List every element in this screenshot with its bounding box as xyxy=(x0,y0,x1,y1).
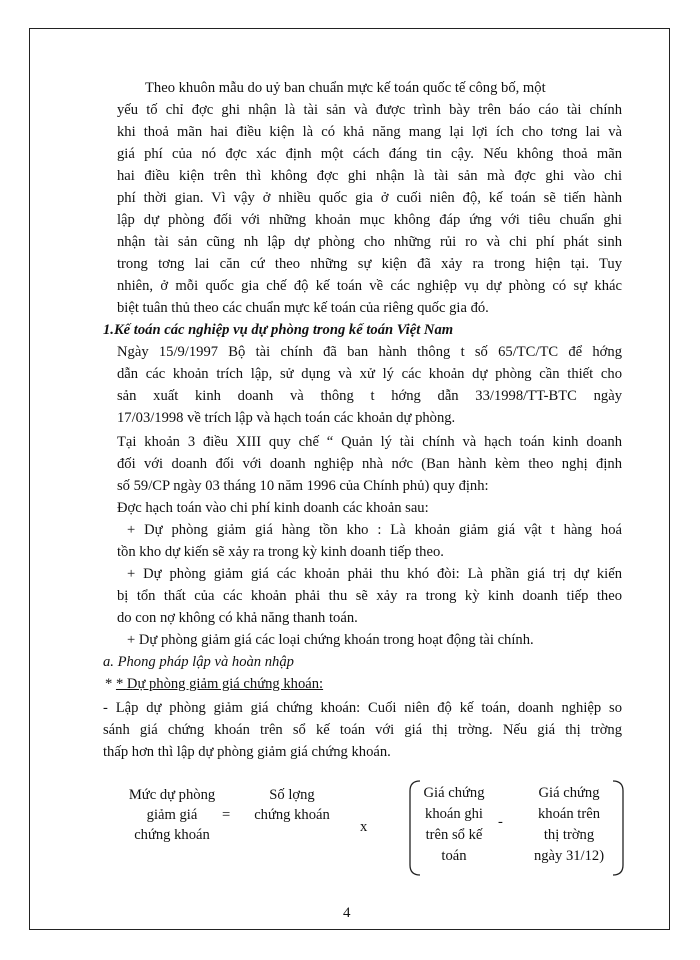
formula-market-line: khoán trên xyxy=(537,806,600,822)
subheading-text: * Dự phòng giảm giá chứng khoán: xyxy=(115,676,324,692)
page-number: 4 xyxy=(343,905,351,921)
text-line: giá phí của nó đợc xác định một cách đáng tin cậy. Nếu không thoả mãn xyxy=(117,146,622,162)
text-line: do con nợ không có khả năng thanh toán. xyxy=(117,610,358,626)
text-line: Đợc hạch toán vào chi phí kinh doanh các khoản sau: xyxy=(117,500,429,516)
subsection-heading: a. Phong pháp lập và hoàn nhập xyxy=(103,654,294,670)
text-line: 17/03/1998 về trích lập và hạch toán các khoản dự phòng. xyxy=(117,410,456,426)
text-line: hai điều kiện trên thì không đợc ghi nhận là tài sản mà đợc ghi vào chi xyxy=(117,168,622,184)
formula-book-line: trên sổ kế xyxy=(425,827,483,843)
formula-lhs xyxy=(112,785,232,845)
formula-book-price xyxy=(412,783,496,867)
formula-market-line: ngày 31/12) xyxy=(533,848,605,864)
formula-lhs-line: giảm giá xyxy=(146,807,198,823)
text-line: khi thoả mãn hai điều kiện là có khả năng mang lại lợi ích cho tơng lai và xyxy=(117,124,622,140)
minus-sign: - xyxy=(498,814,503,830)
formula-market-line: thị trờng xyxy=(543,827,595,843)
formula-lhs-line: Mức dự phòng xyxy=(128,787,216,803)
text-line: phí thời gian. Vì vậy ở nhiều quốc gia ở cuối niên độ, kế toán sẽ tiến hành xyxy=(117,190,622,206)
text-line: yếu tố chỉ đợc ghi nhận là tài sản và được trình bày trên báo cáo tài chính xyxy=(117,102,622,118)
text-line: thấp hơn thì lập dự phòng giảm giá chứng khoán. xyxy=(103,744,391,760)
right-bracket-icon xyxy=(610,778,628,878)
text-line: + Dự phòng giảm giá hàng tồn kho : Là khoản giảm giá vật t hàng hoá xyxy=(127,522,622,538)
times-sign: x xyxy=(360,819,368,835)
text-line: số 59/CP ngày 03 tháng 10 năm 1996 của Chính phủ) quy định: xyxy=(117,478,489,494)
subheading xyxy=(105,674,323,694)
formula-quantity xyxy=(242,785,342,825)
text-line: Tại khoản 3 điều XIII quy chế “ Quản lý tài chính và hạch toán kinh doanh xyxy=(117,434,622,450)
text-line: đối với doanh đối với doanh nghiệp nhà nớc (Ban hành kèm theo nghị định xyxy=(117,456,622,472)
text-line: - Lập dự phòng giảm giá chứng khoán: Cuối niên độ kế toán, doanh nghiệp so xyxy=(103,700,622,716)
formula-book-line: Giá chứng xyxy=(423,785,485,801)
text-line: + Dự phòng giảm giá các khoản phải thu khó đòi: Là phần giá trị dự kiến xyxy=(127,566,622,582)
text-line: bị tổn thất của các khoản phải thu sẽ xảy ra trong kỳ kinh doanh tiếp theo xyxy=(117,588,622,604)
section-heading: 1.Kế toán các nghiệp vụ dự phòng trong kế toán Việt Nam xyxy=(103,322,454,338)
text-line: sản xuất kinh doanh và thông t hớng dẫn 33/1998/TT-BTC ngày xyxy=(117,388,622,404)
formula-quantity-line: chứng khoán xyxy=(254,807,330,823)
bullet-securities: + Dự phòng giảm giá các loại chứng khoán trong hoạt động tài chính. xyxy=(127,632,534,648)
formula-book-line: toán xyxy=(441,848,467,864)
text-line: dẫn các khoản trích lập, sử dụng và xử lý các khoản dự phòng cần thiết cho xyxy=(117,366,622,382)
formula-book-line: khoán ghi xyxy=(425,806,483,822)
asterisk-label: * xyxy=(105,676,113,692)
text-line: biệt tuân thủ theo các chuẩn mực kế toán của riêng quốc gia đó. xyxy=(117,300,489,316)
formula-market-line: Giá chứng xyxy=(538,785,600,801)
equals-sign: = xyxy=(222,807,231,823)
text-line: nhận tài sản cũng nh lập dự phòng cho những rủi ro và chi phí phát sinh xyxy=(117,234,622,250)
text-line: trong tơng lai căn cứ theo những sự kiện đã xảy ra trong hiện tại. Tuy xyxy=(117,256,622,272)
text-line: tồn kho dự kiến sẽ xảy ra trong kỳ kinh doanh tiếp theo. xyxy=(117,544,444,560)
text-line: lập dự phòng đối với những khoản mục không đáp ứng với tiêu chuẩn ghi xyxy=(117,212,622,228)
text-line: sánh giá chứng khoán trên sổ kế toán với giá thị trờng. Nếu giá thị trờng xyxy=(103,722,622,738)
formula-lhs-line: chứng khoán xyxy=(134,827,210,843)
formula-market-price xyxy=(517,783,621,867)
text-line: Theo khuôn mẫu do uỷ ban chuẩn mực kế toán quốc tế công bố, một xyxy=(145,80,546,96)
text-line: Ngày 15/9/1997 Bộ tài chính đã ban hành thông t số 65/TC/TC để hớng xyxy=(117,344,622,360)
formula-quantity-line: Số lợng xyxy=(269,787,315,803)
text-line: nhiên, ở mỗi quốc gia chế độ kế toán về các nghiệp vụ dự phòng có sự khác xyxy=(117,278,622,294)
